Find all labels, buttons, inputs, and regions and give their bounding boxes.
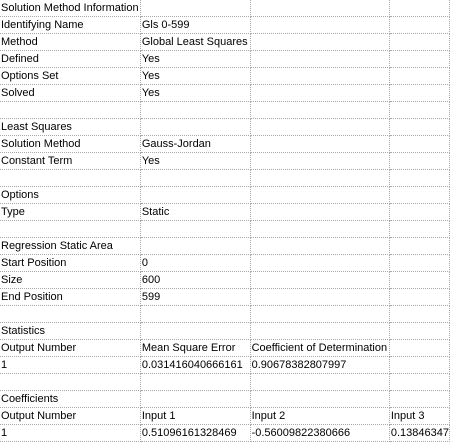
grid-cell[interactable]: [250, 51, 389, 68]
grid-cell[interactable]: Input 2: [250, 408, 389, 425]
grid-cell[interactable]: Gls 0-599: [140, 17, 250, 34]
grid-cell[interactable]: 600: [140, 272, 250, 289]
grid-cell[interactable]: [250, 238, 389, 255]
grid-row: [0, 51, 450, 68]
grid-row: [0, 221, 450, 238]
grid-cell[interactable]: 0: [140, 255, 250, 272]
grid-cell[interactable]: 0.13846347: [389, 425, 449, 442]
grid-cell[interactable]: [389, 0, 449, 17]
grid-cell[interactable]: [140, 391, 250, 408]
grid-row: [0, 17, 450, 34]
grid-cell[interactable]: Yes: [140, 68, 250, 85]
grid-cell[interactable]: [389, 340, 449, 357]
grid-row: [0, 357, 450, 374]
grid-cell[interactable]: [250, 255, 389, 272]
grid-cell[interactable]: Output Number: [0, 340, 140, 357]
grid-cell[interactable]: [389, 85, 449, 102]
grid-cell[interactable]: [0, 170, 140, 187]
grid-cell[interactable]: Type: [0, 204, 140, 221]
grid-cell[interactable]: [0, 221, 140, 238]
grid-cell[interactable]: Input 1: [140, 408, 250, 425]
grid-cell[interactable]: [250, 170, 389, 187]
grid-cell[interactable]: 0.51096161328469: [140, 425, 250, 442]
grid-cell[interactable]: [389, 68, 449, 85]
grid-row: [0, 306, 450, 323]
grid-cell[interactable]: [250, 272, 389, 289]
grid-cell[interactable]: [250, 289, 389, 306]
grid-cell[interactable]: [389, 17, 449, 34]
grid-cell[interactable]: Yes: [140, 153, 250, 170]
grid-cell[interactable]: [250, 374, 389, 391]
grid-row: [0, 408, 450, 425]
grid-cell[interactable]: [389, 51, 449, 68]
grid-cell[interactable]: Constant Term: [0, 153, 140, 170]
grid-cell[interactable]: [389, 391, 449, 408]
grid-cell[interactable]: -0.56009822380666: [250, 425, 389, 442]
grid-row: [0, 85, 450, 102]
grid-cell[interactable]: Solved: [0, 85, 140, 102]
grid-cell[interactable]: 0.90678382807997: [250, 357, 389, 374]
grid-cell[interactable]: [389, 204, 449, 221]
grid-cell[interactable]: [389, 323, 449, 340]
grid-cell[interactable]: [389, 153, 449, 170]
grid-row: [0, 289, 450, 306]
grid-cell[interactable]: Least Squares: [0, 119, 140, 136]
grid-cell[interactable]: Identifying Name: [0, 17, 140, 34]
grid-cell[interactable]: [250, 136, 389, 153]
grid-cell[interactable]: [140, 238, 250, 255]
grid-cell[interactable]: [389, 357, 449, 374]
grid-row: [0, 425, 450, 442]
grid-cell[interactable]: [389, 374, 449, 391]
grid-cell[interactable]: Regression Static Area: [0, 238, 140, 255]
grid-row: [0, 153, 450, 170]
grid-cell[interactable]: [389, 136, 449, 153]
grid-row: [0, 340, 450, 357]
grid-row: [0, 34, 450, 51]
grid-cell[interactable]: Statistics: [0, 323, 140, 340]
grid-row: [0, 255, 450, 272]
grid-row: [0, 170, 450, 187]
grid-cell[interactable]: 1: [0, 357, 140, 374]
grid-cell[interactable]: [389, 255, 449, 272]
grid-cell[interactable]: Input 3: [389, 408, 449, 425]
grid-cell[interactable]: [250, 34, 389, 51]
grid-cell[interactable]: [250, 323, 389, 340]
grid-cell[interactable]: [389, 272, 449, 289]
grid-cell[interactable]: [389, 170, 449, 187]
grid-cell[interactable]: Solution Method Information: [0, 0, 140, 17]
grid-row: [0, 187, 450, 204]
grid-cell[interactable]: Coefficient of Determination: [250, 340, 389, 357]
grid-cell[interactable]: [389, 187, 449, 204]
grid-cell[interactable]: [140, 306, 250, 323]
grid-cell[interactable]: [140, 374, 250, 391]
grid-cell[interactable]: 599: [140, 289, 250, 306]
grid-cell[interactable]: [389, 306, 449, 323]
grid-cell[interactable]: [389, 221, 449, 238]
grid-row: [0, 374, 450, 391]
grid-cell[interactable]: End Position: [0, 289, 140, 306]
grid-row: [0, 204, 450, 221]
grid-cell[interactable]: [0, 374, 140, 391]
grid-cell[interactable]: [389, 119, 449, 136]
grid-cell[interactable]: Options Set: [0, 68, 140, 85]
grid-cell[interactable]: [140, 323, 250, 340]
grid-row: [0, 0, 450, 17]
grid-cell[interactable]: [389, 34, 449, 51]
grid-cell[interactable]: 1: [0, 425, 140, 442]
grid-row: [0, 136, 450, 153]
grid-cell[interactable]: [250, 119, 389, 136]
grid-cell[interactable]: [140, 187, 250, 204]
grid-row: [0, 238, 450, 255]
grid-cell[interactable]: [250, 153, 389, 170]
grid-cell[interactable]: Output Number: [0, 408, 140, 425]
grid-cell[interactable]: [250, 0, 389, 17]
grid-cell[interactable]: Method: [0, 34, 140, 51]
grid-cell[interactable]: Options: [0, 187, 140, 204]
grid-cell[interactable]: [0, 102, 140, 119]
grid-cell[interactable]: Size: [0, 272, 140, 289]
grid-cell[interactable]: [250, 68, 389, 85]
grid-cell[interactable]: Gauss-Jordan: [140, 136, 250, 153]
grid-cell[interactable]: [140, 102, 250, 119]
grid-cell[interactable]: Solution Method: [0, 136, 140, 153]
grid-row: [0, 272, 450, 289]
grid-row: [0, 323, 450, 340]
grid-cell[interactable]: Start Position: [0, 255, 140, 272]
grid-row: [0, 391, 450, 408]
grid-row: [0, 102, 450, 119]
grid-cell[interactable]: [140, 119, 250, 136]
grid-cell[interactable]: [140, 170, 250, 187]
grid-cell[interactable]: 0.031416040666161: [140, 357, 250, 374]
grid-cell[interactable]: [250, 187, 389, 204]
grid-cell[interactable]: Static: [140, 204, 250, 221]
grid-cell[interactable]: Coefficients: [0, 391, 140, 408]
grid-cell[interactable]: [250, 306, 389, 323]
grid-cell[interactable]: Yes: [140, 51, 250, 68]
grid-cell[interactable]: [250, 221, 389, 238]
grid-cell[interactable]: [250, 204, 389, 221]
grid-cell[interactable]: [250, 85, 389, 102]
grid-cell[interactable]: [0, 306, 140, 323]
grid-cell[interactable]: [250, 102, 389, 119]
grid-cell[interactable]: [140, 221, 250, 238]
grid-cell[interactable]: Defined: [0, 51, 140, 68]
grid-cell[interactable]: Mean Square Error: [140, 340, 250, 357]
grid-row: [0, 68, 450, 85]
grid-cell[interactable]: [250, 391, 389, 408]
grid-cell[interactable]: [389, 289, 449, 306]
grid-cell[interactable]: [389, 238, 449, 255]
grid-cell[interactable]: Yes: [140, 85, 250, 102]
grid-cell[interactable]: [250, 17, 389, 34]
grid-cell[interactable]: [389, 102, 449, 119]
grid-cell[interactable]: Global Least Squares: [140, 34, 250, 51]
grid-row: [0, 119, 450, 136]
grid-cell[interactable]: [140, 0, 250, 17]
